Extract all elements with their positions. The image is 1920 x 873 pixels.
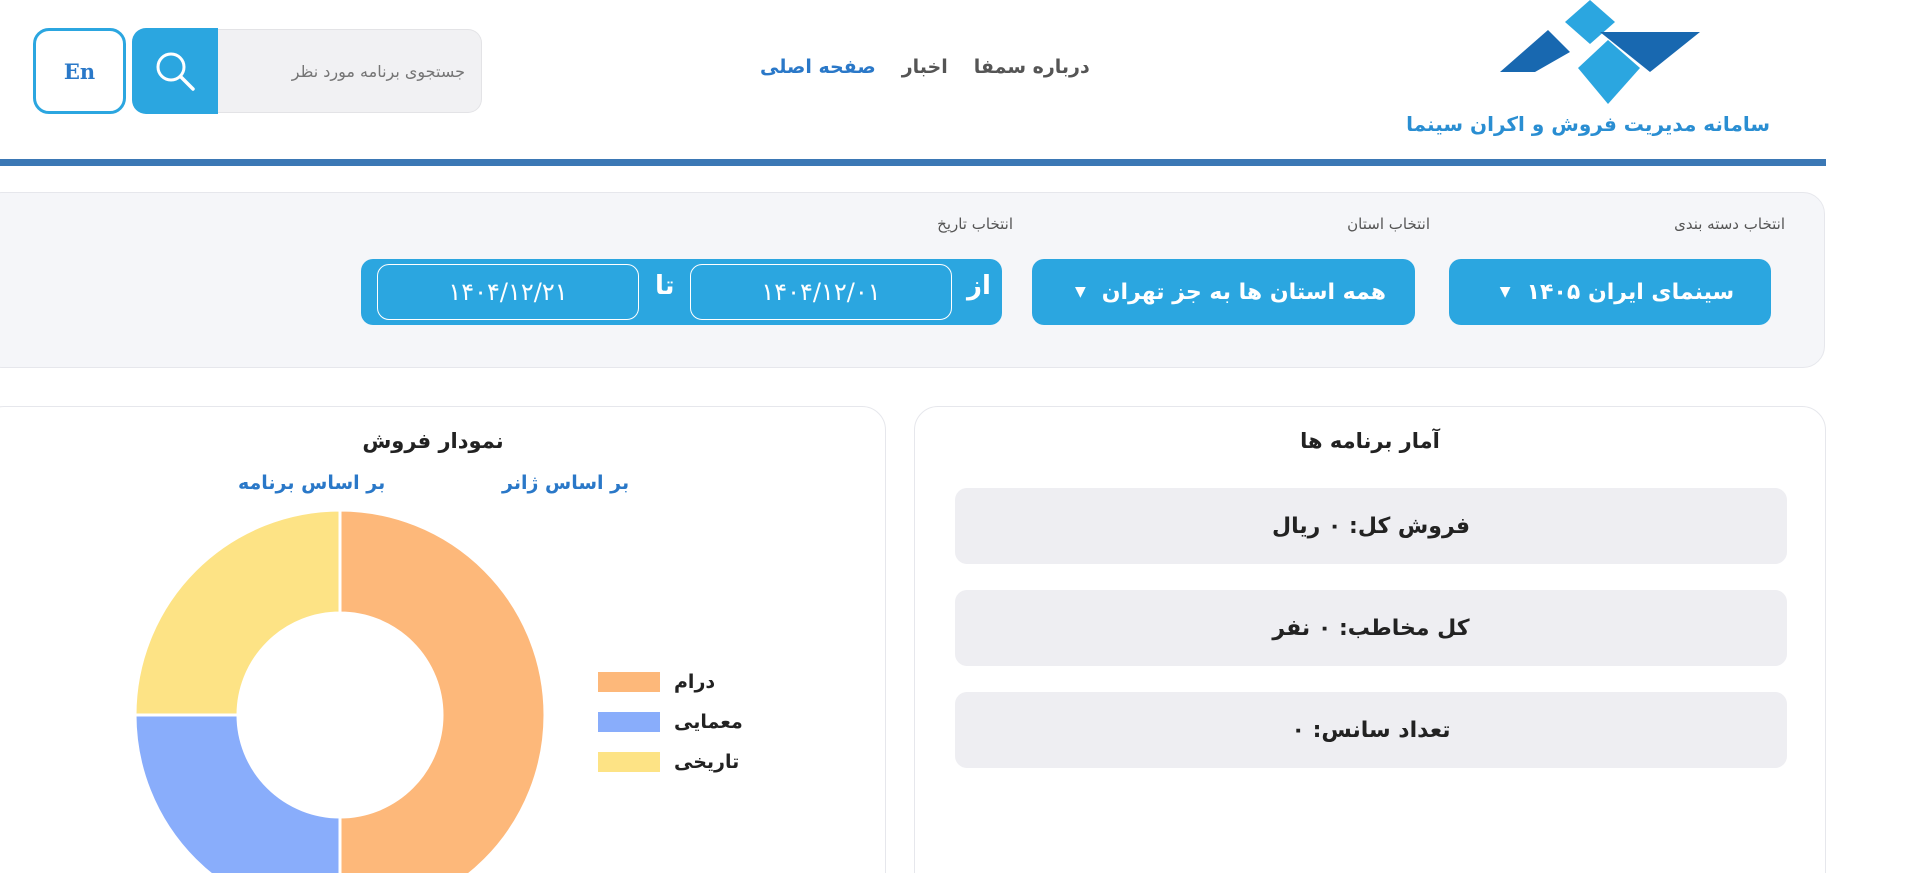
stats-title: آمار برنامه ها — [1300, 429, 1440, 453]
donut-slice-1[interactable] — [135, 715, 340, 873]
category-value: سینمای ایران ۱۴۰۵ — [1526, 279, 1735, 305]
language-button[interactable]: En — [33, 28, 126, 114]
chart-legend — [598, 662, 758, 782]
nav-news[interactable]: اخبار — [901, 56, 948, 78]
tab-by-program[interactable]: بر اساس برنامه — [238, 472, 386, 494]
legend-item-historical[interactable] — [598, 742, 758, 782]
date-range — [361, 259, 1002, 325]
legend-swatch — [598, 672, 660, 692]
donut-chart — [130, 505, 550, 873]
tab-by-genre[interactable]: بر اساس ژانر — [502, 472, 630, 494]
main-nav — [760, 56, 1090, 86]
date-label: انتخاب تاریخ — [937, 215, 1013, 233]
sales-chart-title: نمودار فروش — [362, 429, 504, 453]
to-date-field[interactable]: ۱۴۰۴/۱۲/۲۱ — [377, 264, 639, 320]
province-label: انتخاب استان — [1347, 215, 1430, 233]
legend-label: معمایی — [674, 711, 743, 733]
to-word: تا — [655, 271, 675, 301]
logo-icon — [1490, 0, 1710, 110]
chevron-down-icon: ▼ — [1074, 284, 1086, 300]
category-label: انتخاب دسته بندی — [1674, 215, 1785, 233]
session-count: تعداد سانس: ۰ — [955, 692, 1787, 768]
nav-about[interactable]: درباره سمفا — [973, 56, 1090, 78]
donut-slice-0[interactable] — [340, 510, 545, 873]
category-dropdown[interactable] — [1449, 259, 1771, 325]
brand-title: سامانه مدیریت فروش و اکران سینما — [1406, 112, 1770, 136]
search-button[interactable] — [132, 28, 218, 114]
header — [0, 0, 1826, 160]
nav-home[interactable]: صفحه اصلی — [760, 56, 876, 78]
province-dropdown[interactable] — [1032, 259, 1415, 325]
stats-card — [914, 406, 1826, 873]
legend-swatch — [598, 712, 660, 732]
province-value: همه استان ها به جز تهران — [1101, 279, 1387, 305]
donut-slice-2[interactable] — [135, 510, 340, 715]
legend-label: تاریخی — [674, 751, 740, 773]
total-sales: فروش کل: ۰ ریال — [955, 488, 1787, 564]
chevron-down-icon: ▼ — [1499, 284, 1511, 300]
from-date-field[interactable]: ۱۴۰۴/۱۲/۰۱ — [690, 264, 952, 320]
logo[interactable] — [1490, 0, 1710, 110]
search-icon — [153, 49, 197, 93]
header-divider — [0, 159, 1826, 166]
legend-item-mystery[interactable] — [598, 702, 758, 742]
search-box — [218, 29, 482, 113]
legend-label: درام — [674, 671, 716, 693]
legend-item-drama[interactable] — [598, 662, 758, 702]
legend-swatch — [598, 752, 660, 772]
from-word: از — [967, 271, 991, 301]
total-audience: کل مخاطب: ۰ نفر — [955, 590, 1787, 666]
search-input[interactable] — [218, 30, 481, 112]
